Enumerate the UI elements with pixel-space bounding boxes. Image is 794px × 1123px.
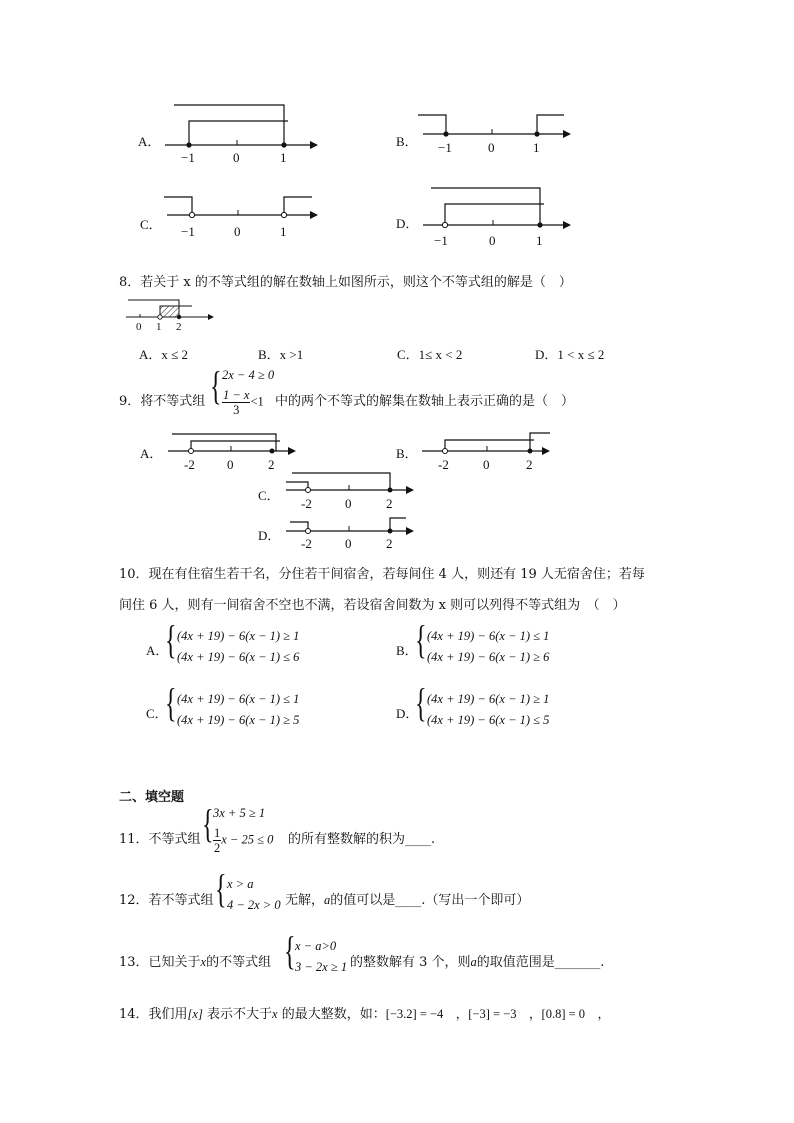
q8-choice-a[interactable]: A．x ≤ 2 (139, 347, 189, 362)
q10-option-a-brace: { (165, 617, 177, 662)
q10-option-c-eq2: (4x + 19) − 6(x − 1) ≥ 5 (177, 713, 300, 727)
q9-option-c-numberline (282, 468, 422, 516)
q10-option-d-eq1: (4x + 19) − 6(x − 1) ≥ 1 (427, 692, 550, 706)
q8-stem: 8．若关于 x 的不等式组的解在数轴上如图所示，则这个不等式组的解是（ ） (119, 275, 572, 290)
q10-line2: 间住 6 人，则有一间宿舍不空也不满，若设宿舍间数为 x 则可以列得不等式组为 （ ） (119, 598, 626, 613)
q13-before: 13．已知关于 (119, 955, 201, 970)
q14-var-x: x (271, 1007, 278, 1021)
tick-label: 0 (345, 536, 352, 551)
tick-label: 0 (136, 321, 142, 333)
q7-option-a-numberline (160, 98, 320, 168)
q10-option-a-eq2: (4x + 19) − 6(x − 1) ≤ 6 (177, 650, 300, 664)
tick-label: 0 (233, 150, 240, 165)
q9-stem-before: 9．将不等式组 (119, 394, 206, 409)
tick-label: 2 (268, 457, 275, 472)
q13-mid: 的不等式组 (206, 955, 272, 970)
q12-eq2: 4 − 2x > 0 (227, 898, 281, 912)
q7-option-d-numberline (418, 183, 578, 249)
tick-label: 1 (280, 224, 287, 239)
q13-var-x: x (200, 955, 207, 969)
tick-label: -2 (301, 536, 312, 551)
tick-label: −1 (181, 150, 195, 165)
tick-label: -2 (184, 457, 195, 472)
tick-label: −1 (434, 233, 448, 248)
q12-eq1: x > a (227, 877, 254, 891)
q12-after-b: 的值可以是____.（写出一个即可） (330, 893, 530, 908)
q9-option-d-numberline (282, 510, 422, 554)
tick-label: −1 (438, 140, 452, 155)
q12-var-a: a (324, 893, 331, 907)
q8-choice-b[interactable]: B．x >1 (258, 347, 304, 362)
q9-option-c-label[interactable]: C． (258, 488, 280, 503)
q9-option-b-numberline (418, 428, 558, 474)
tick-label: 0 (345, 496, 352, 511)
q9-option-d-label[interactable]: D． (258, 528, 281, 543)
q10-option-d-label[interactable]: D． (396, 706, 419, 721)
q10-option-a-label[interactable]: A． (146, 643, 169, 658)
tick-label: 2 (386, 496, 393, 511)
q12-after (285, 889, 529, 908)
q12-brace: { (215, 866, 227, 911)
tick-label: -2 (301, 496, 312, 511)
q14-bracket-x: [x] (187, 1007, 203, 1021)
tick-label: 0 (488, 140, 495, 155)
q14-mid2: 的最大整数，如： (281, 1007, 386, 1022)
q9-option-b-label[interactable]: B． (396, 446, 418, 461)
q14-text (119, 1003, 610, 1022)
q13-text-after (350, 951, 604, 970)
q10-option-d-brace: { (415, 680, 427, 725)
q11-before: 11．不等式组 (119, 832, 201, 847)
q13-text-before (119, 951, 271, 970)
q11-after: 的所有整数解的积为____. (288, 832, 436, 847)
q13-eq1: x − a>0 (295, 939, 337, 953)
tick-label: 1 (156, 321, 162, 333)
tick-label: -2 (438, 457, 449, 472)
q9-brace: { (210, 363, 222, 408)
q12-before: 12．若不等式组 (119, 893, 214, 908)
q10-option-c-eq1: (4x + 19) − 6(x − 1) ≤ 1 (177, 692, 300, 706)
q7-option-b-numberline (418, 106, 578, 162)
q9-option-a-label[interactable]: A． (140, 446, 163, 461)
q11-eq2 (213, 826, 273, 855)
q13-var-a: a (470, 955, 477, 969)
tick-label: −1 (181, 224, 195, 239)
q13-eq2: 3 − 2x ≥ 1 (295, 960, 348, 974)
tick-label: 2 (176, 321, 182, 333)
tick-label: 1 (536, 233, 543, 248)
q9-stem-after: 中的两个不等式的解集在数轴上表示正确的是（ ） (275, 394, 575, 409)
q10-option-b-eq1: (4x + 19) − 6(x − 1) ≤ 1 (427, 629, 550, 643)
q11-eq2-den: 2 (214, 841, 221, 855)
q7-option-c-label[interactable]: C． (140, 217, 162, 232)
tick-label: 0 (234, 224, 241, 239)
q10-option-a-eq1: (4x + 19) − 6(x − 1) ≥ 1 (177, 629, 300, 643)
q10-option-c-brace: { (165, 680, 177, 725)
q7-option-d-label[interactable]: D． (396, 216, 419, 231)
q9-eq1: 2x − 4 ≥ 0 (222, 368, 275, 382)
tick-label: 1 (280, 150, 287, 165)
q14-mid: 表示不大于 (206, 1007, 272, 1022)
q8-choice-c[interactable]: C．1≤ x < 2 (397, 347, 463, 362)
q13-after: 的整数解有 3 个，则 (350, 955, 471, 970)
q9-eq2 (222, 388, 264, 417)
q13-after2: 的取值范围是_______. (476, 955, 605, 970)
q11-eq1: 3x + 5 ≥ 1 (213, 806, 266, 820)
q14-examples: [−3.2] = −4 ，[−3] = −3 ，[0.8] = 0 ， (385, 1007, 611, 1021)
q10-option-d-eq2: (4x + 19) − 6(x − 1) ≤ 5 (427, 713, 550, 727)
section-title: 二、填空题 (119, 790, 185, 805)
q9-eq2-rel: <1 (250, 394, 264, 409)
q14-before: 14．我们用 (119, 1007, 188, 1022)
tick-label: 0 (489, 233, 496, 248)
q7-option-b-label[interactable]: B． (396, 134, 418, 149)
q10-option-c-label[interactable]: C． (146, 706, 168, 721)
tick-label: 2 (386, 536, 393, 551)
q8-choice-d[interactable]: D．1 < x ≤ 2 (535, 347, 605, 362)
q12-after-a: 无解， (285, 893, 325, 908)
tick-label: 2 (526, 457, 533, 472)
q11-brace: { (202, 801, 214, 846)
q7-option-c-numberline (162, 190, 322, 246)
tick-label: 1 (533, 140, 540, 155)
q10-option-b-eq2: (4x + 19) − 6(x − 1) ≥ 6 (427, 650, 550, 664)
q10-line1: 10．现在有住宿生若干名，分住若干间宿舍，若每间住 4 人，则还有 19 人无宿舍住；若每 (119, 567, 645, 582)
q8-figure (124, 294, 220, 334)
q10-option-b-brace: { (415, 617, 427, 662)
tick-label: 0 (483, 457, 490, 472)
q9-eq2-den: 3 (233, 403, 240, 417)
q10-option-b-label[interactable]: B． (396, 643, 418, 658)
q7-option-a-label[interactable]: A． (138, 134, 161, 149)
q11-eq2-num: 1 (214, 826, 221, 840)
tick-label: 0 (227, 457, 234, 472)
q9-eq2-num: 1 − x (223, 388, 250, 402)
q11-eq2-rest: x − 25 ≤ 0 (221, 832, 274, 847)
q13-brace: { (284, 928, 296, 973)
